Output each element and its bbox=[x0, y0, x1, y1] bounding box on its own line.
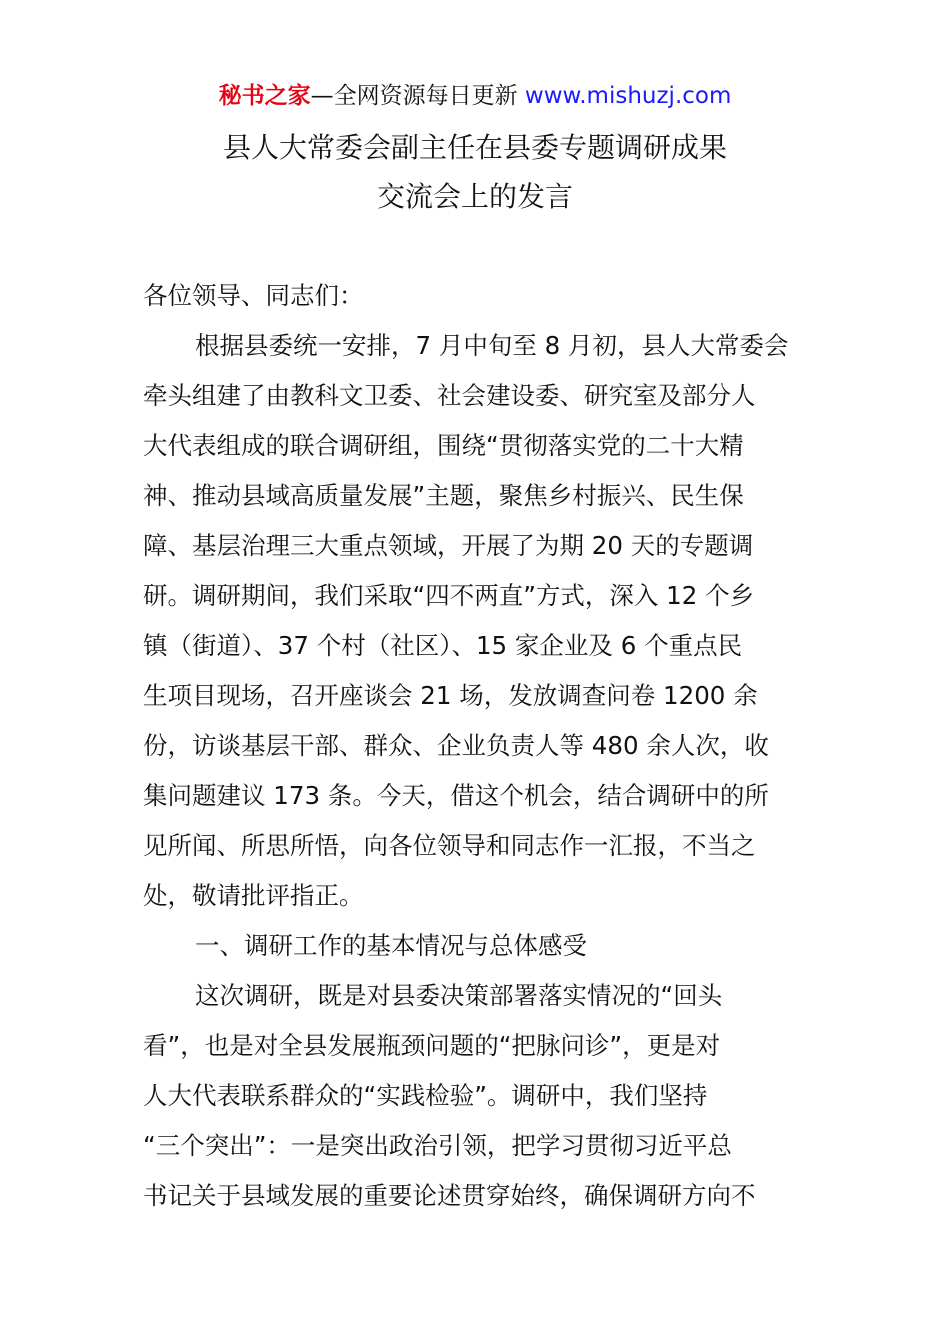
salutation: 各位领导、同志们： bbox=[143, 281, 364, 310]
text-line: 处，敬请批评指正。 bbox=[143, 881, 364, 910]
text-line: 书记关于县域发展的重要论述贯穿始终，确保调研方向不 bbox=[143, 1181, 756, 1210]
text-line: 障、基层治理三大重点领域，开展了为期 20 天的专题调 bbox=[143, 531, 754, 560]
document-title-line-1: 县人大常委会副主任在县委专题调研成果 bbox=[222, 131, 727, 164]
text-line: 大代表组成的联合调研组，围绕“贯彻落实党的二十大精 bbox=[143, 431, 744, 460]
text-line: 牵头组建了由教科文卫委、社会建设委、研究室及部分人 bbox=[143, 381, 756, 410]
text-line: 这次调研，既是对县委决策部署落实情况的“回头 bbox=[195, 981, 723, 1010]
text-line: 生项目现场，召开座谈会 21 场，发放调查问卷 1200 余 bbox=[143, 681, 758, 710]
text-line: 份，访谈基层干部、群众、企业负责人等 480 余人次，收 bbox=[143, 731, 769, 760]
site-header bbox=[0, 80, 950, 112]
text-line: 研。调研期间，我们采取“四不两直”方式，深入 12 个乡 bbox=[143, 581, 755, 610]
text-line: 根据县委统一安排，7 月中旬至 8 月初，县人大常委会 bbox=[195, 331, 789, 360]
text-line: 集问题建议 173 条。今天，借这个机会，结合调研中的所 bbox=[143, 781, 769, 810]
text-line: 镇（街道）、37 个村（社区）、15 家企业及 6 个重点民 bbox=[143, 631, 743, 660]
text-line: 人大代表联系群众的“实践检验”。调研中，我们坚持 bbox=[143, 1081, 708, 1110]
text-line: 神、推动县域高质量发展”主题，聚焦乡村振兴、民生保 bbox=[143, 481, 744, 510]
text-line: 见所闻、所思所悟，向各位领导和同志作一汇报，不当之 bbox=[143, 831, 756, 860]
site-tagline: —全网资源每日更新 bbox=[310, 83, 525, 109]
site-url-link[interactable]: www.mishuzj.com bbox=[524, 83, 732, 109]
text-line: “三个突出”：一是突出政治引领，把学习贯彻习近平总 bbox=[143, 1131, 732, 1160]
text-line: 看”，也是对全县发展瓶颈问题的“把脉问诊”，更是对 bbox=[143, 1031, 721, 1060]
document-body bbox=[143, 271, 807, 1221]
document-title-line-2: 交流会上的发言 bbox=[376, 180, 573, 213]
site-brand: 秘书之家 bbox=[218, 83, 311, 109]
section-heading: 一、调研工作的基本情况与总体感受 bbox=[195, 931, 587, 960]
